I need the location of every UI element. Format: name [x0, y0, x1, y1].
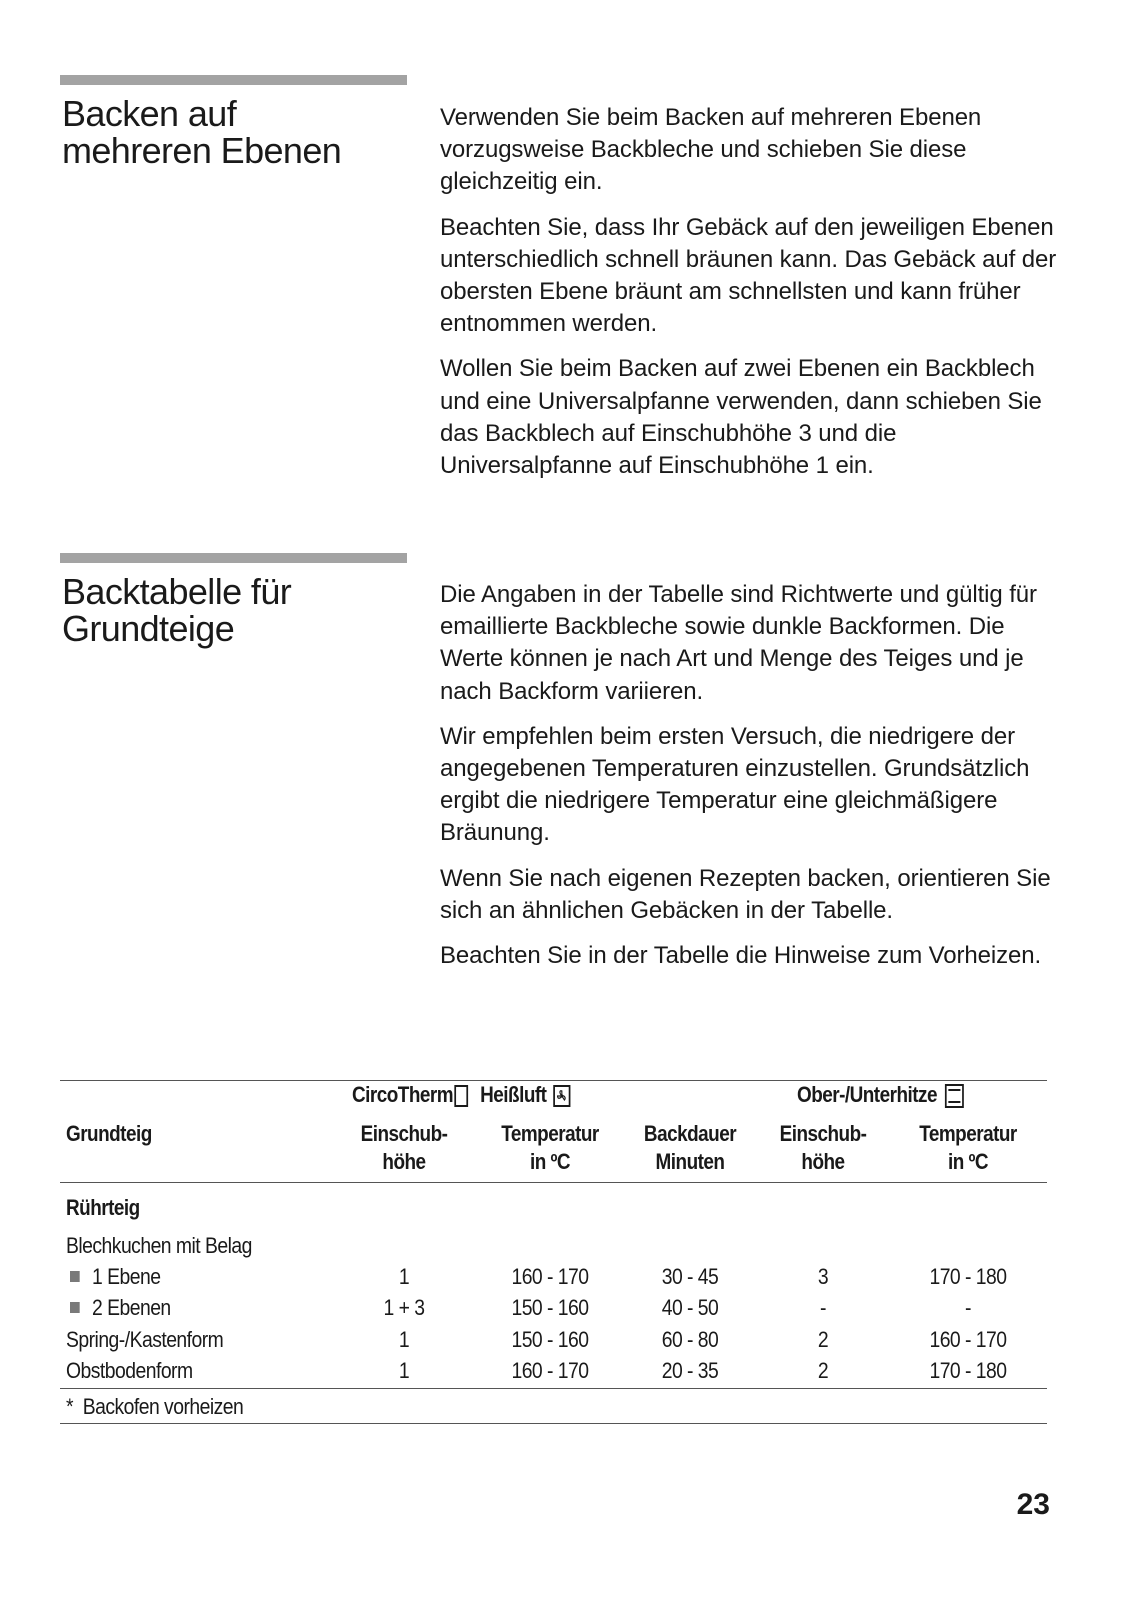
cell-duration: 30 - 45 [661, 1264, 719, 1289]
header-heissluft-label: Heißluft [480, 1082, 547, 1107]
section-title-line2: mehreren Ebenen [62, 130, 342, 171]
cell-ct-temp: 150 - 160 [511, 1327, 589, 1352]
subgroup-label: Blechkuchen mit Belag [66, 1233, 252, 1258]
col-header-line1: Temperatur [501, 1121, 599, 1146]
section-title-line1: Backen auf [62, 93, 237, 134]
paragraph: Wenn Sie nach eigenen Rezepten backen, orientieren Sie sich an ähnlichen Gebäcken in der Tabelle. [440, 864, 1051, 924]
paragraph: Wollen Sie beim Backen auf zwei Ebenen ein Backblech und eine Universalpfanne verwenden, dann schieben Sie das Backblech auf Einschubhöhe 3 und die Universalpfanne auf Einschubhöhe 1 ein. [440, 355, 1042, 480]
cell-ct-level: 1 [398, 1264, 410, 1289]
section-title [62, 573, 402, 647]
row-name: Obstbodenform [66, 1358, 193, 1383]
paragraph: Beachten Sie, dass Ihr Gebäck auf den jeweiligen Ebenen unterschiedlich schnell bräunen kann. Das Gebäck auf der obersten Ebene bräunt am schnellsten und kann früher entnommen werden. [440, 213, 1057, 338]
cell-ou-temp: 170 - 180 [929, 1264, 1007, 1289]
cell-ou-level: - [820, 1295, 826, 1320]
section-body [440, 102, 1070, 495]
col-header-line2: in ºC [529, 1149, 571, 1174]
paragraph: Wir empfehlen beim ersten Versuch, die niedrigere der angegebenen Temperaturen einzustellen. Grundsätzlich ergibt die niedrigere Temperatur eine gleichmäßigere Bräunung. [440, 722, 1030, 847]
bullet-square-icon [70, 1271, 80, 1282]
cell-ou-temp: 170 - 180 [929, 1358, 1007, 1383]
row-name-text: 1 Ebene [92, 1264, 161, 1289]
fan-icon [553, 1085, 570, 1107]
col-header-line2: höhe [382, 1149, 426, 1174]
group-label-ruehrteig: Rührteig [66, 1195, 140, 1220]
table-footnote: * Backofen vorheizen [66, 1394, 244, 1419]
section-mehrere-ebenen [60, 75, 1070, 535]
paragraph: Verwenden Sie beim Backen auf mehreren Ebenen vorzugsweise Backbleche und schieben Sie diese gleichzeitig ein. [440, 104, 982, 196]
cell-duration: 40 - 50 [661, 1295, 719, 1320]
row-name: Spring-/Kastenform [66, 1327, 224, 1352]
row-name-text: 2 Ebenen [92, 1295, 171, 1320]
section-title-line2: Grundteige [62, 608, 235, 649]
cell-ct-level: 1 [398, 1327, 410, 1352]
section-divider-bar [60, 553, 407, 563]
section-title-line1: Backtabelle für [62, 571, 292, 612]
paragraph: Die Angaben in der Tabelle sind Richtwerte und gültig für emaillierte Backbleche sowie dunkle Backformen. Die Werte können je nach Art und Menge des Teiges und je nach Backform variieren. [440, 581, 1037, 705]
row-name [70, 1263, 160, 1291]
col-header-line2: höhe [801, 1149, 845, 1174]
col-header-temp-ct [490, 1120, 610, 1176]
header-group-circotherm [352, 1081, 570, 1109]
paragraph: Beachten Sie in der Tabelle die Hinweise zum Vorheizen. [440, 942, 1042, 970]
section-divider-bar [60, 75, 407, 85]
col-header-line2: Minuten [655, 1149, 725, 1174]
circotherm-icon [455, 1085, 469, 1107]
col-header-einschub-ou [763, 1120, 883, 1176]
top-bottom-heat-icon [945, 1084, 964, 1108]
cell-ou-level: 3 [817, 1264, 829, 1289]
table-bottom-rule [60, 1423, 1047, 1424]
col-header-line1: Temperatur [919, 1121, 1017, 1146]
header-ober-label: Ober-/Unterhitze [797, 1082, 937, 1107]
cell-duration: 60 - 80 [661, 1327, 719, 1352]
col-header-line1: Einschub- [779, 1121, 867, 1146]
table-body-rule [60, 1388, 1047, 1389]
section-body [440, 579, 1070, 985]
section-title [62, 95, 402, 169]
col-header-temp-ou [908, 1120, 1028, 1176]
row-name [70, 1294, 171, 1322]
cell-ct-level: 1 [398, 1358, 410, 1383]
cell-ou-temp: - [965, 1295, 971, 1320]
page-number: 23 [1016, 1488, 1050, 1521]
cell-ou-level: 2 [817, 1358, 829, 1383]
col-header-line1: Backdauer [643, 1121, 737, 1146]
header-circotherm-label: CircoTherm [352, 1082, 454, 1107]
col-header-einschub-ct [344, 1120, 464, 1176]
bullet-square-icon [70, 1302, 80, 1313]
table-header-rule [60, 1182, 1047, 1183]
cell-duration: 20 - 35 [661, 1358, 719, 1383]
header-group-ober-unterhitze [797, 1081, 964, 1109]
section-backtabelle [60, 553, 1070, 1033]
col-header-line1: Einschub- [360, 1121, 448, 1146]
cell-ou-level: 2 [817, 1327, 829, 1352]
cell-ct-temp: 150 - 160 [511, 1295, 589, 1320]
cell-ct-temp: 160 - 170 [511, 1264, 589, 1289]
col-header-backdauer [630, 1120, 750, 1176]
cell-ct-level: 1 + 3 [383, 1295, 425, 1320]
cell-ou-temp: 160 - 170 [929, 1327, 1007, 1352]
col-header-line2: in ºC [947, 1149, 989, 1174]
cell-ct-temp: 160 - 170 [511, 1358, 589, 1383]
col-header-grundteig: Grundteig [66, 1121, 152, 1146]
